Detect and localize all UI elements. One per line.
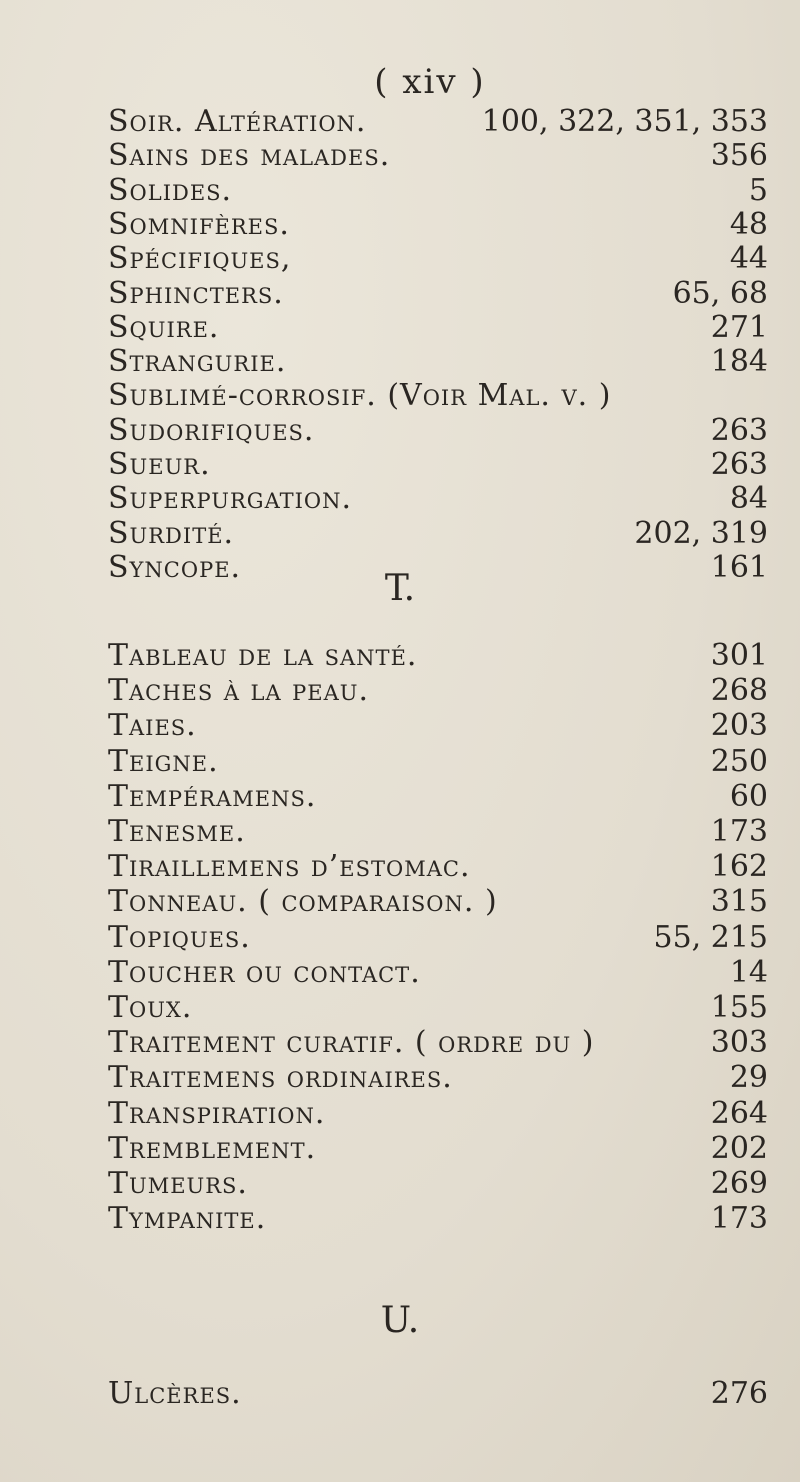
index-term: Superpurgation. xyxy=(108,481,353,517)
index-entry xyxy=(0,1201,800,1245)
index-page-refs: 44 xyxy=(729,241,768,277)
index-page-refs: 84 xyxy=(729,481,768,517)
index-term: Tympanite. xyxy=(108,1201,267,1237)
index-page-refs: 276 xyxy=(710,1376,768,1411)
index-page-refs: 100, 322, 351, 353 xyxy=(481,104,768,139)
index-page-refs: 271 xyxy=(710,309,768,345)
index-term: Syncope. xyxy=(108,549,242,585)
index-term: Teigne. xyxy=(108,743,219,779)
index-term: Tonneau. ( comparaison. ) xyxy=(108,884,498,920)
index-page-refs: 161 xyxy=(710,549,768,585)
index-page-refs: 60 xyxy=(729,778,768,814)
index-term: Tremblement. xyxy=(108,1130,317,1166)
index-term: Somnifères. xyxy=(108,206,290,242)
index-term: Toucher ou contact. xyxy=(108,954,421,990)
index-term: Tumeurs. xyxy=(108,1166,248,1201)
index-page-refs: 55, 215 xyxy=(653,919,768,955)
index-page-refs: 269 xyxy=(710,1166,768,1201)
index-page-refs: 48 xyxy=(729,206,768,242)
index-page-refs: 268 xyxy=(710,673,768,709)
index-page-refs: 303 xyxy=(710,1025,768,1061)
index-page-refs: 264 xyxy=(710,1095,768,1131)
index-page-refs: 315 xyxy=(710,884,768,920)
index-term: Solides. xyxy=(108,172,233,208)
index-page-refs: 203 xyxy=(710,708,768,744)
index-term: Sains des malades. xyxy=(108,138,391,174)
index-term: Spécifiques, xyxy=(108,241,292,277)
index-page-refs: 263 xyxy=(710,412,768,448)
index-term: Squire. xyxy=(108,309,220,345)
index-page-refs: 202, 319 xyxy=(634,515,768,551)
index-page-refs: 184 xyxy=(710,344,768,380)
index-page-refs: 250 xyxy=(710,743,768,779)
index-entry xyxy=(0,1376,800,1420)
index-term: Strangurie. xyxy=(108,344,287,380)
index-term: Traitement curatif. ( ordre du ) xyxy=(108,1025,595,1061)
index-term: Soir. Altération. xyxy=(108,104,367,139)
index-page-refs: 173 xyxy=(710,814,768,849)
index-term: Taies. xyxy=(108,708,197,744)
index-page-refs: 173 xyxy=(710,1201,768,1237)
index-term: Sublimé-corrosif. (Voir Mal. v. ) xyxy=(108,378,612,414)
section-letter-t: T. xyxy=(384,568,416,609)
page-number: ( xiv ) xyxy=(374,62,486,102)
index-term: Transpiration. xyxy=(108,1095,326,1131)
index-page-refs: 155 xyxy=(710,990,768,1025)
index-term: Tableau de la santé. xyxy=(108,638,418,673)
index-term: Toux. xyxy=(108,990,193,1025)
index-page-refs: 65, 68 xyxy=(672,275,768,311)
index-page-refs: 162 xyxy=(710,849,768,885)
index-term: Surdité. xyxy=(108,515,235,551)
index-term: Traitemens ordinaires. xyxy=(108,1060,453,1096)
index-page-refs: 29 xyxy=(729,1060,768,1096)
index-page-refs: 301 xyxy=(710,638,768,673)
index-page-refs: 14 xyxy=(729,954,768,990)
index-page-refs: 356 xyxy=(710,138,768,174)
section-letter-u: U. xyxy=(380,1300,420,1341)
index-page-refs: 5 xyxy=(748,172,768,208)
index-term: Tenesme. xyxy=(108,814,246,849)
index-page-refs: 263 xyxy=(710,447,768,482)
index-term: Taches à la peau. xyxy=(108,673,370,709)
index-term: Sudorifiques. xyxy=(108,412,315,448)
index-term: Sphincters. xyxy=(108,275,284,311)
index-page-refs: 202 xyxy=(710,1130,768,1166)
index-term: Tiraillemens d’estomac. xyxy=(108,849,471,885)
index-term: Sueur. xyxy=(108,447,211,482)
index-term: Topiques. xyxy=(108,919,251,955)
index-term: Ulcères. xyxy=(108,1376,242,1411)
index-term: Tempéramens. xyxy=(108,778,317,814)
